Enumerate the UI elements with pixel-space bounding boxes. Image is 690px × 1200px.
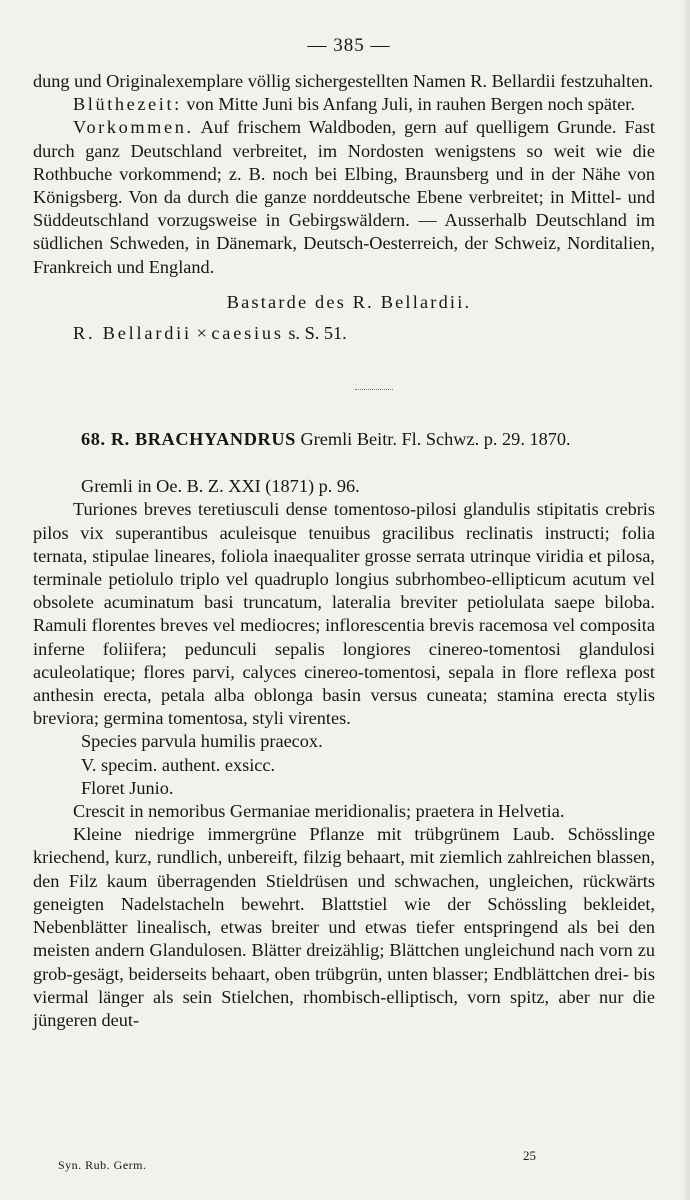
bastarde-heading: Bastarde des R. Bellardii. [226, 291, 472, 312]
continuation-paragraph: dung und Originalexemplare völlig sichergestellten Namen R. Bellardii festzuhalten. [33, 71, 654, 91]
page-content [33, 34, 655, 1032]
footer-signature-line: Syn. Rub. Germ. [58, 1158, 147, 1172]
german-description: Kleine niedrige immergrüne Pflanze mit trübgrünem Laub. Schösslinge kriechend, kurz, rundlich, unbereift, filzig behaart, mit ziemlich zahlreichen blassen, den Filz kaum überragenden Stieldrüsen und schwachen, ungleichen, rückwärts geneigten Nadelstacheln bewehrt. Blattstiel wie der Schössling bekleidet, Nebenblätter linealisch, etwas breiter und etwas tiefer entspringend als bei den meisten andern Glandulosen. Blätter dreizählig; Blättchen ungleichund nach vorn zu grob-gesägt, beiderseits behaart, oben trübgrün, unten blasser; Endblättchen drei- bis viermal länger als sein Stielchen, rhombisch-elliptisch, vorn spitz, aber nur die jüngeren deut- [33, 824, 655, 1030]
vorkommen-paragraph [33, 116, 655, 278]
species-author: Gremli Beitr. Fl. Schwz. p. 29. 1870. [295, 429, 571, 450]
bluethezeit-text: von Mitte Juni bis Anfang Juli, in rauhen Bergen noch später. [181, 94, 635, 115]
hybrid-parent-a: R. Bellardii [73, 323, 192, 344]
species-number-name: 68. R. BRACHYANDRUS [81, 429, 296, 450]
page-number: — 385 — [307, 35, 391, 56]
floret-line: Floret Junio. [81, 777, 174, 798]
species-reference: Gremli in Oe. B. Z. XXI (1871) p. 96. [81, 476, 360, 497]
species-line: Species parvula humilis praecox. [81, 731, 323, 752]
page-edge-shadow [682, 0, 690, 1200]
hybrid-parent-b: caesius [211, 323, 284, 344]
printer-signature: 25 [523, 1148, 536, 1163]
specimen-line: V. specim. authent. exsicc. [81, 754, 276, 775]
bluethezeit-label: Blüthezeit: [73, 94, 182, 115]
section-divider [355, 389, 393, 390]
hybrid-reference: s. S. 51. [283, 323, 347, 344]
bluethezeit-paragraph [33, 93, 655, 116]
crescit-paragraph: Crescit in nemoribus Germaniae meridionalis; praetera in Helvetia. [73, 801, 565, 822]
vorkommen-text: Auf frischem Waldboden, gern auf quelligem Grunde. Fast durch ganz Deutschland verbreitet, im Nordosten wenigstens so weit wie die Rothbuche vorkommend; z. B. noch bei Elbing, Braunsberg und in der Nähe von Königsberg. Von da durch die ganze norddeutsche Ebene verbreitet; in Mittel- und Süddeutschland vorzugsweise in Gebirgswäldern. — Ausserhalb Deutschland im südlichen Schweden, in Dänemark, Deutsch-Oesterreich, der Schweiz, Norditalien, Frankreich und England. [33, 117, 655, 277]
hybrid-line [33, 322, 655, 345]
vorkommen-label: Vorkommen. [73, 117, 194, 138]
hybrid-sign: × [191, 323, 212, 344]
species-heading [33, 427, 655, 451]
latin-description: Turiones breves teretiusculi dense tomentoso-pilosi glandulis stipitatis crebris pilos vix superantibus aculeisque tenuibus gracilibus reclinatis instructi; folia ternata, stipulae lineares, foliola inaequaliter grosse serrata utrinque viridia et pilosa, terminale petiolulo triplo vel quadruplo longius subrhombeo-ellipticum acutum vel obsolete acuminatum basi truncatum, lateralia breviter petiolulata saepe biloba. Ramuli florentes breves vel mediocres; inflorescentia brevis racemosa vel composita inferne foliifera; pedunculi sepalis longiores cinereo-tomentosi glandulosi aculeolatique; flores parvi, calyces cinereo-tomentosi, sepala in flore reflexa post anthesin erecta, petala alba oblonga basin versus cuneata; stamina erecta stylis breviora; germina tomentosa, styli virentes. [33, 499, 655, 729]
